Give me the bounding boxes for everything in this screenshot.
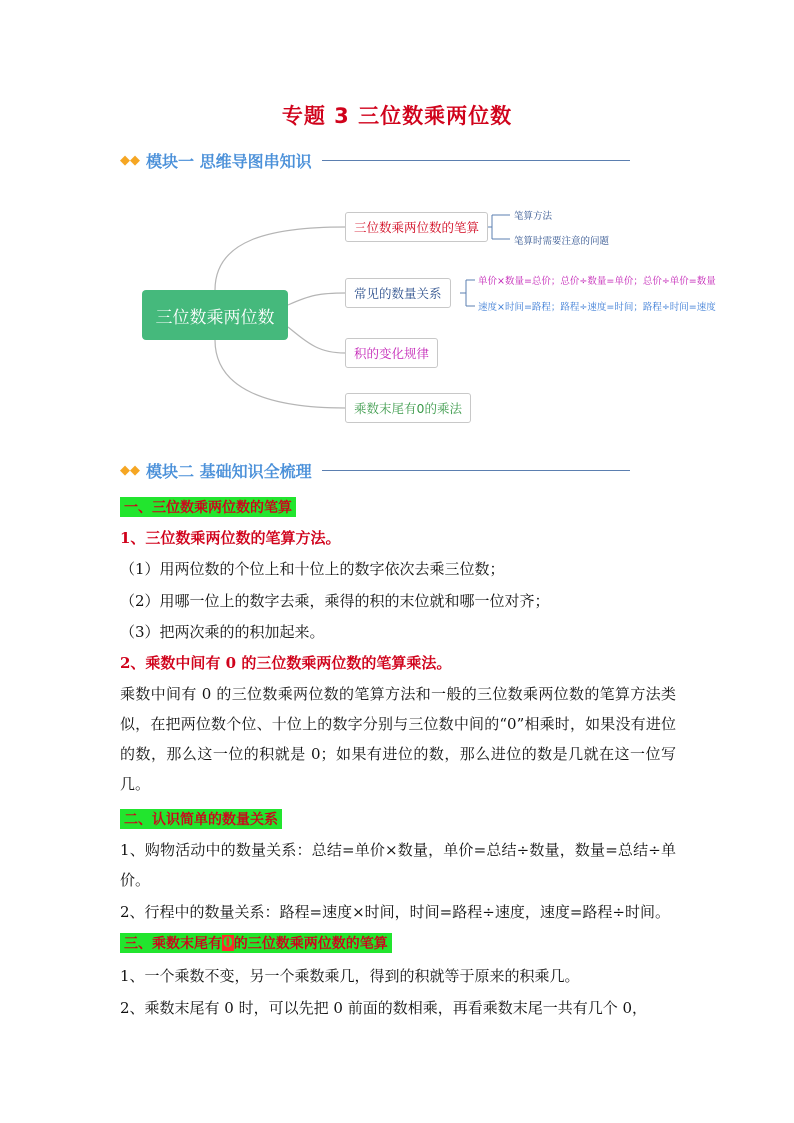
branch-label: 常见的数量关系 [354, 286, 442, 301]
branch-product-rule [345, 338, 438, 368]
branch-written-calc [345, 212, 488, 242]
mind-map [130, 195, 730, 435]
section-3-heading-post: 的三位数乘两位数的笔算 [233, 936, 388, 952]
connector-leaves-2 [460, 280, 475, 306]
branch-label: 乘数末尾有0的乘法 [354, 401, 462, 416]
list-item: （3）把两次乘的的积加起来。 [120, 623, 325, 641]
heading-rule [322, 160, 630, 161]
branch-trailing-zero [345, 393, 471, 423]
module-one-heading [120, 147, 630, 173]
connector-branch-2 [288, 293, 345, 305]
diamond-icon: ◆◆ [120, 152, 140, 168]
section-2-paragraph-1: 1、购物活动中的数量关系：总结=单价×数量，单价=总结÷数量，数量=总结÷单价。 [120, 841, 676, 889]
heading-rule [322, 470, 630, 471]
section-3-heading [120, 933, 392, 953]
module-two-label: 模块二 基础知识全梳理 [146, 461, 312, 481]
diamond-icon: ◆◆ [120, 462, 140, 478]
module-one-label: 模块一 思维导图串知识 [146, 151, 312, 171]
connector-branch-3 [288, 327, 345, 353]
branch-label: 三位数乘两位数的笔算 [354, 220, 480, 235]
section-1-subheading-2: 2、乘数中间有 0 的三位数乘两位数的笔算乘法。 [120, 654, 452, 672]
connector-branch-1 [215, 227, 345, 290]
section-1-heading: 一、三位数乘两位数的笔算 [120, 497, 296, 517]
section-3-heading-highlight: 0 [223, 935, 233, 951]
section-2-heading: 二、认识简单的数量关系 [120, 809, 282, 829]
section-1-subheading-1: 1、三位数乘两位数的笔算方法。 [120, 529, 341, 547]
branch-quantity-relations [345, 278, 451, 308]
page-title: 专题 3 三位数乘两位数 [281, 104, 513, 128]
list-item: （2）用哪一位上的数字去乘，乘得的积的末位就和哪一位对齐； [120, 592, 550, 610]
leaf-price-relation: 单价×数量=总价；总价÷数量=单价；总价÷单价=数量 [478, 276, 716, 287]
section-3-line-2: 2、乘数末尾有 0 时，可以先把 0 前面的数相乘，再看乘数末尾一共有几个 0， [120, 999, 648, 1017]
mind-map-root: 三位数乘两位数 [142, 290, 288, 340]
leaf-calc-caution: 笔算时需要注意的问题 [514, 236, 610, 247]
list-item: （1）用两位数的个位上和十位上的数字依次去乘三位数； [120, 560, 505, 578]
branch-label: 积的变化规律 [354, 346, 430, 361]
connector-leaves-1 [485, 215, 510, 239]
section-2-paragraph-2: 2、行程中的数量关系：路程=速度×时间，时间=路程÷速度，速度=路程÷时间。 [120, 903, 670, 921]
module-two-heading [120, 457, 630, 483]
section-3-line-1: 1、一个乘数不变，另一个乘数乘几，得到的积就等于原来的积乘几。 [120, 967, 580, 985]
section-1-paragraph: 乘数中间有 0 的三位数乘两位数的笔算方法和一般的三位数乘两位数的笔算方法类似，在把两位数个位、十位上的数字分别与三位数中间的“0”相乘时，如果没有进位的数，那么这一位的积就是 0；如果有进位的数，那么进位的数是几就在这一位写几。 [120, 685, 676, 793]
section-3-heading-pre: 三、乘数末尾有 [124, 936, 222, 952]
leaf-speed-relation: 速度×时间=路程；路程÷速度=时间；路程÷时间=速度 [478, 302, 716, 313]
leaf-calc-method: 笔算方法 [514, 211, 553, 222]
